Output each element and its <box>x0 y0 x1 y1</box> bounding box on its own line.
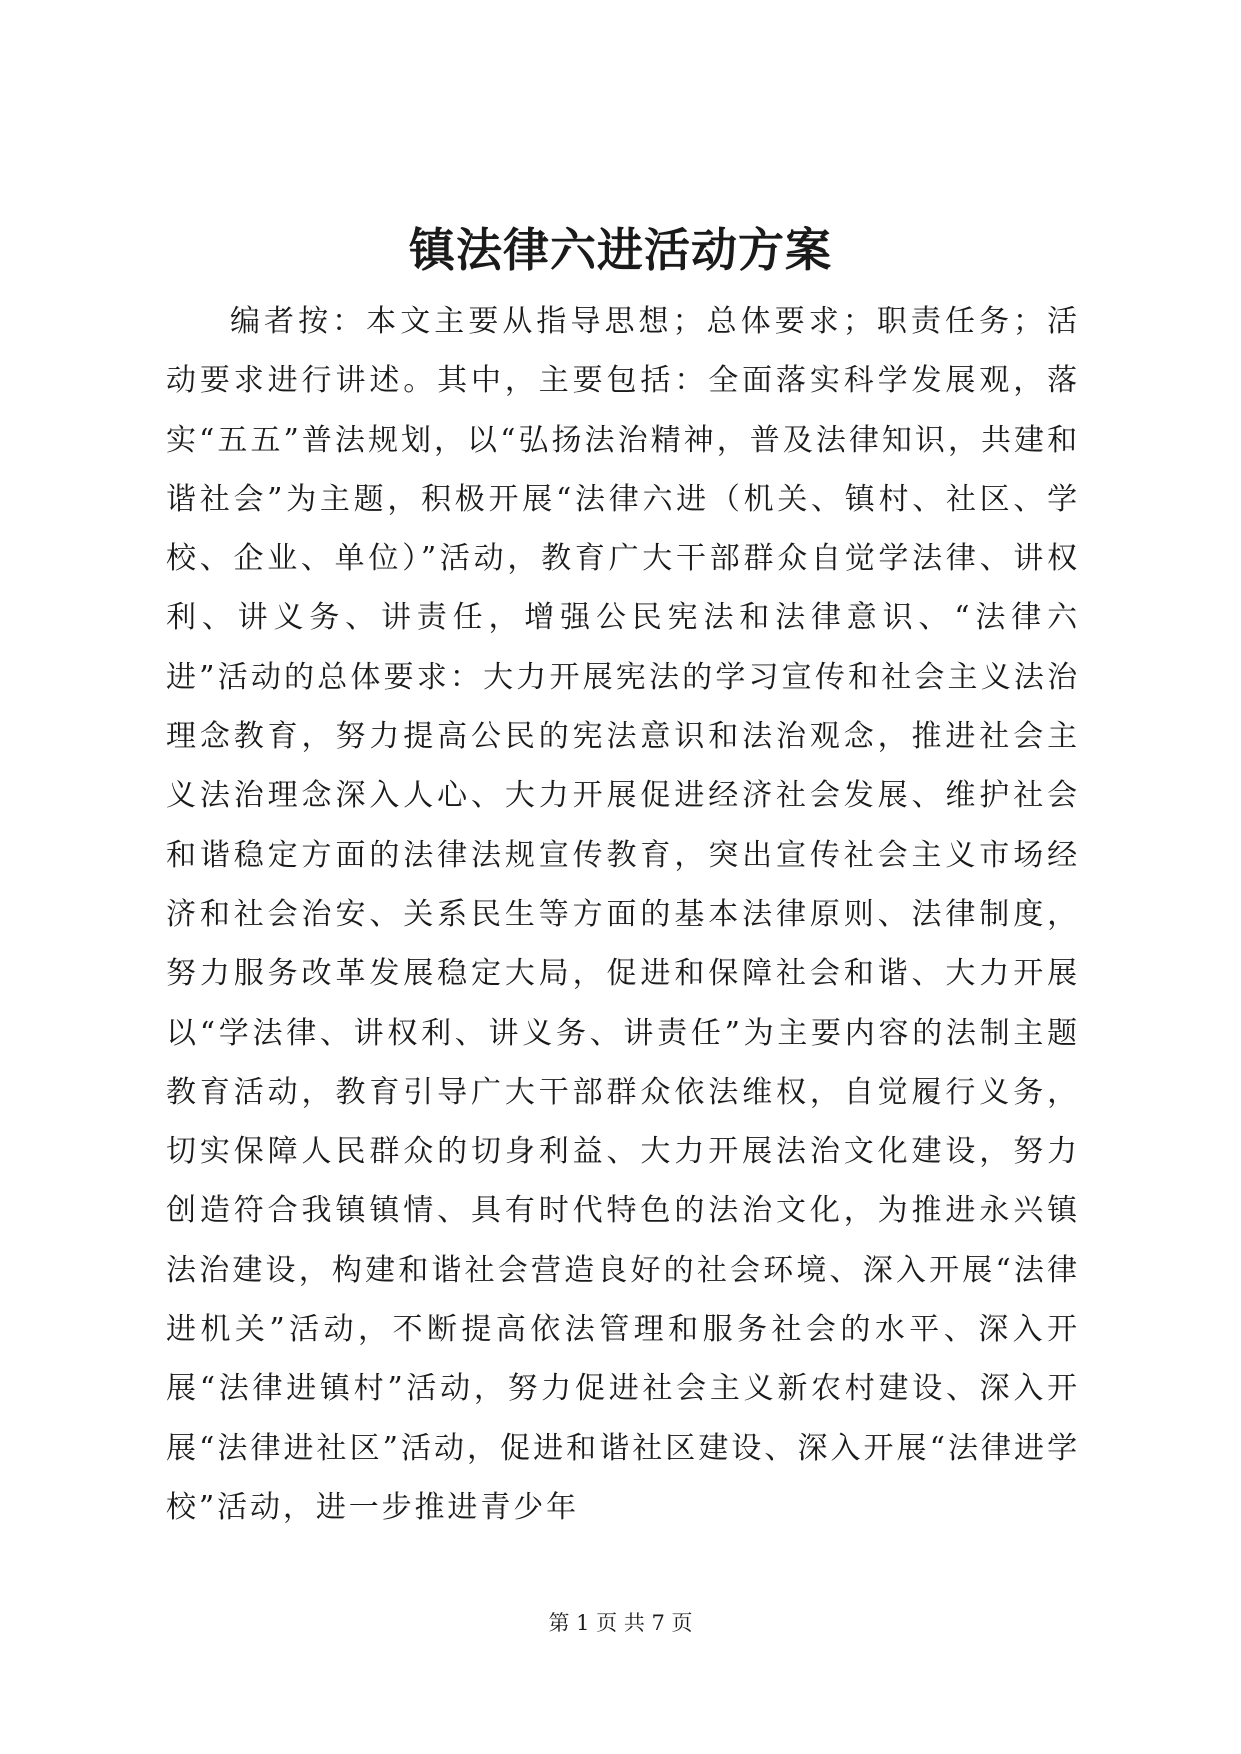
page-number-footer: 第 1 页 共 7 页 <box>548 1611 693 1635</box>
document-body-paragraph: 编者按：本文主要从指导思想；总体要求；职责任务；活动要求进行讲述。其中，主要包括：全面落实科学发展观，落实“五五”普法规划，以“弘扬法治精神，普及法律知识，共建和谐社会”为主题，积极开展“法律六进（机关、镇村、社区、学校、企业、单位）”活动，教育广大干部群众自觉学法律、讲权利、讲义务、讲责任，增强公民宪法和法律意识、“法律六进”活动的总体要求：大力开展宪法的学习宣传和社会主义法治理念教育，努力提高公民的宪法意识和法治观念，推进社会主义法治理念深入人心、大力开展促进经济社会发展、维护社会和谐稳定方面的法律法规宣传教育，突出宣传社会主义市场经济和社会治安、关系民生等方面的基本法律原则、法律制度，努力服务改革发展稳定大局，促进和保障社会和谐、大力开展以“学法律、讲权利、讲义务、讲责任”为主要内容的法制主题教育活动，教育引导广大干部群众依法维权，自觉履行义务，切实保障人民群众的切身利益、大力开展法治文化建设，努力创造符合我镇镇情、具有时代特色的法治文化，为推进永兴镇法治建设，构建和谐社会营造良好的社会环境、深入开展“法律进机关”活动，不断提高依法管理和服务社会的水平、深入开展“法律进镇村”活动，努力促进社会主义新农村建设、深入开展“法律进社区”活动，促进和谐社区建设、深入开展“法律进学校”活动，进一步推进青少年 <box>166 304 1080 1525</box>
document-title: 镇法律六进活动方案 <box>409 223 832 277</box>
